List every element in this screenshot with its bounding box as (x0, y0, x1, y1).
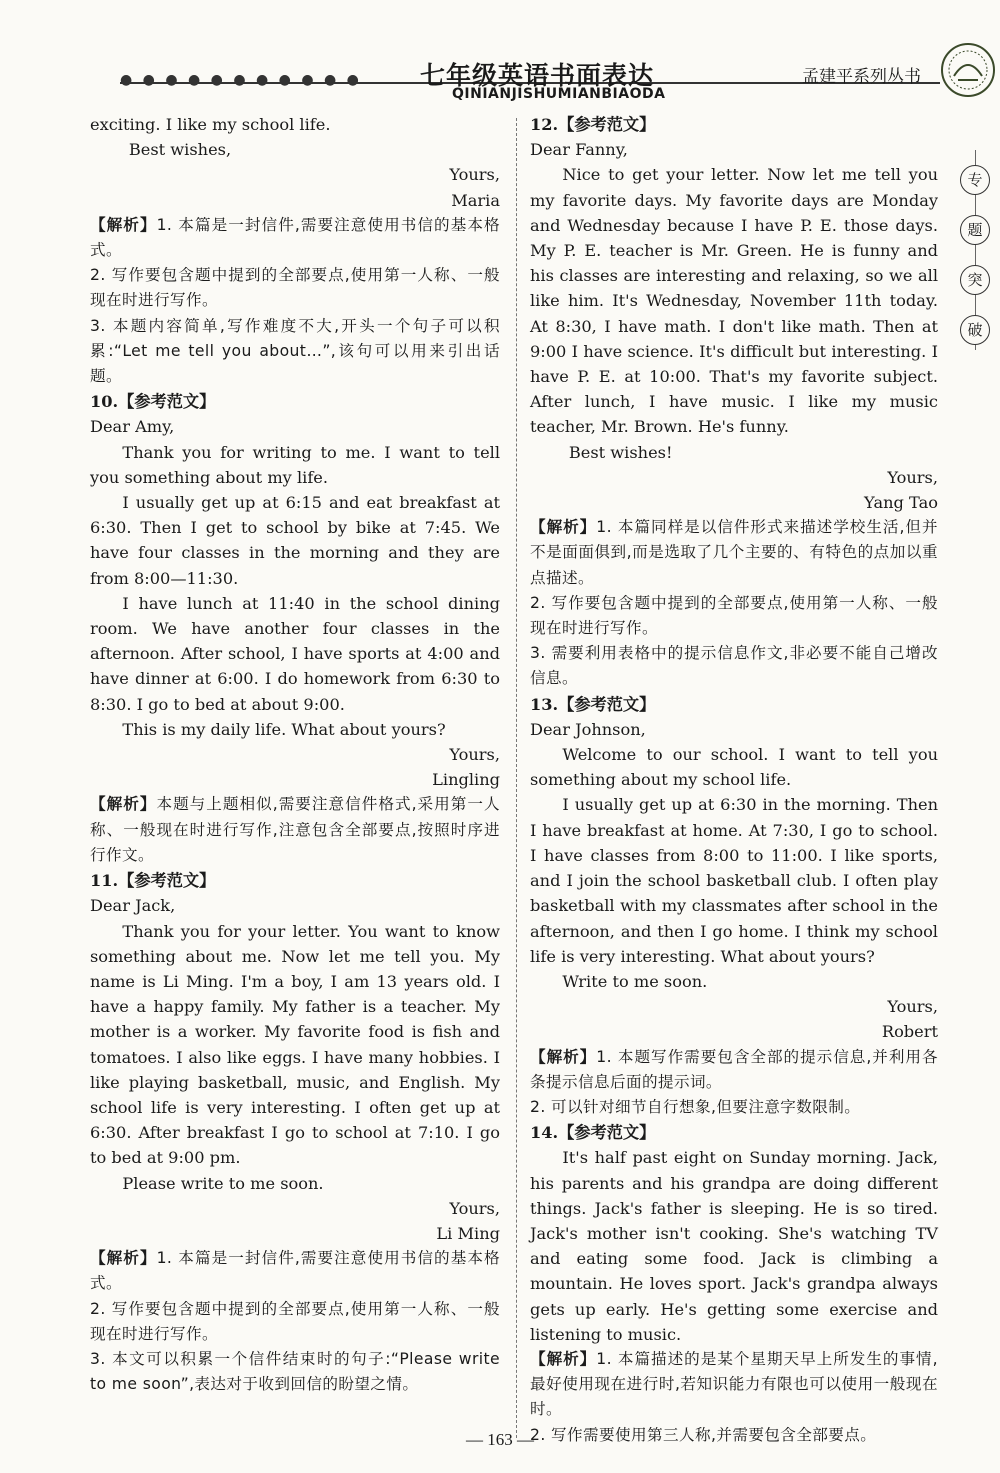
analysis-label: 【解析】 (530, 1349, 597, 1368)
essay-12-greeting: Dear Fanny, (530, 140, 628, 160)
essay-10-heading: 10.【参考范文】 (90, 392, 216, 412)
essay-11-yours: Yours, (449, 1198, 500, 1218)
side-tab-1: 专 (960, 165, 990, 195)
analysis-13-point-2: 2. 可以针对细节自行想象,但要注意字数限制。 (530, 1097, 861, 1116)
essay-13-paragraph: Welcome to our school. I want to tell you something about my school life. (530, 745, 938, 790)
essay-10-paragraph: Thank you for writing to me. I want to tell you something about my life. (90, 442, 500, 487)
essay-13-heading: 13.【参考范文】 (530, 694, 656, 714)
column-divider (516, 118, 517, 1438)
analysis-label: 【解析】 (530, 518, 597, 537)
essay-11-signature: Li Ming (436, 1223, 500, 1243)
analysis-9-point-1 (90, 213, 500, 263)
series-name: 孟建平系列丛书 (802, 67, 921, 87)
side-tabs (960, 165, 1000, 365)
essay-11-paragraph: Please write to me soon. (122, 1173, 324, 1193)
essay-11-heading: 11.【参考范文】 (90, 871, 216, 891)
book-title: 七年级英语书面表达 (420, 61, 655, 90)
essay-10-paragraph: This is my daily life. What about yours? (122, 719, 446, 739)
essay-13-yours: Yours, (887, 997, 938, 1017)
analysis-11-point-1 (90, 1246, 500, 1296)
left-column (90, 112, 500, 1397)
essay-10-signature: Lingling (432, 770, 500, 790)
analysis-text: 1. 本篇是一封信件,需要注意使用书信的基本格式。 (90, 1249, 500, 1293)
essay-10-paragraph: I usually get up at 6:15 and eat breakfast at 6:30. Then I get to school by bike at 7:45. We have four classes in the morning and they are from 8:00—11:30. (90, 493, 500, 588)
essay-11-greeting: Dear Jack, (90, 896, 176, 916)
essay-12-paragraph: Nice to get your letter. Now let me tell you my favorite days. My favorite days are Monday and Wednesday because I have P. E. those days. My P. E. teacher is Mr. Green. He is funny and his classes are interesting and relaxing, so we all like him. It's Wednesday, November 11th today. At 8:30, I have math. I don't like math. Then at 9:00 I have science. It's difficult but interesting. I have P. E. at 10:00. That's my favorite subject. After lunch, I have music. I like my music teacher, Mr. Brown. He's funny. (530, 165, 938, 437)
essay-12-yours: Yours, (887, 467, 938, 487)
page-header (0, 0, 1000, 110)
right-column (530, 112, 938, 1448)
side-tab-3: 突 (960, 265, 990, 295)
analysis-label: 【解析】 (90, 1249, 157, 1268)
page-number: — 163 — (466, 1430, 534, 1449)
essay-13-paragraph: I usually get up at 6:30 in the morning. Then I have breakfast at home. At 7:30, I go to school. I have classes from 8:00 to 11:00. I like sports, and I join the school basketball club. I often play basketball with my classmates after school in the afternoon, and then I go home. I think my school life is very interesting. What about yours? (530, 795, 938, 966)
essay-10-greeting: Dear Amy, (90, 417, 175, 437)
essay-12-closing: Best wishes! (568, 442, 673, 462)
analysis-text: 本题与上题相似,需要注意信件格式,采用第一人称、一般现在时进行写作,注意包含全部要点,按照时序进行作文。 (90, 795, 500, 864)
analysis-12-point-3: 3. 需要利用表格中的提示信息作文,非必要不能自己增改信息。 (530, 644, 938, 688)
analysis-14-point-1 (530, 1347, 938, 1423)
book-title-pinyin: QINIANJISHUMIANBIAODA (452, 86, 666, 102)
side-tab-4: 破 (960, 315, 990, 345)
analysis-9-point-2: 2. 写作要包含题中提到的全部要点,使用第一人称、一般现在时进行写作。 (90, 266, 500, 310)
analysis-text: 1. 本篇同样是以信件形式来描述学校生活,但并不是面面俱到,而是选取了几个主要的、有特色的点加以重点描述。 (530, 518, 938, 587)
analysis-label: 【解析】 (90, 795, 157, 814)
text-line: exciting. I like my school life. (90, 115, 331, 134)
analysis-label: 【解析】 (90, 215, 157, 234)
analysis-12-point-1 (530, 515, 938, 591)
analysis-text: 1. 本题写作需要包含全部的提示信息,并利用各条提示信息后面的提示词。 (530, 1047, 938, 1091)
series-logo-icon (938, 40, 998, 100)
decorative-dots: ● ● ● ● ● ● ● ● ● ● ● (120, 72, 362, 88)
analysis-9-point-3: 3. 本题内容简单,写作难度不大,开头一个句子可以积累:“Let me tell you about…”,该句可以用来引出话题。 (90, 316, 500, 386)
analysis-label: 【解析】 (530, 1047, 597, 1066)
essay-14-heading: 14.【参考范文】 (530, 1123, 656, 1143)
essay-10-paragraph: I have lunch at 11:40 in the school dining room. We have another four classes in the afternoon. After school, I have sports at 4:00 and have dinner at 6:00. I do homework from 6:30 to 8:30. I go to bed at about 9:00. (90, 593, 500, 714)
essay-10-yours: Yours, (449, 745, 500, 765)
analysis-11-point-3: 3. 本文可以积累一个信件结束时的句子:“Please write to me soon”,表达对于收到回信的盼望之情。 (90, 1349, 500, 1394)
analysis-14-point-2: 2. 写作需要使用第三人称,并需要包含全部要点。 (530, 1425, 877, 1444)
side-tab-2: 题 (960, 215, 990, 245)
essay-13-signature: Robert (881, 1022, 938, 1042)
signature-yours: Yours, (449, 165, 500, 185)
essay-14-paragraph: It's half past eight on Sunday morning. Jack, his parents and his grandpa are doing different things. Jack's father is sleeping. He is so tired. Jack's mother isn't cooking. She's watching TV and eating some food. Jack is climbing a mountain. He loves sport. Jack's grandpa always gets up early. He's getting some exercise and listening to music. (530, 1148, 938, 1344)
closing: Best wishes, (128, 140, 232, 160)
analysis-12-point-2: 2. 写作要包含题中提到的全部要点,使用第一人称、一般现在时进行写作。 (530, 593, 938, 638)
essay-12-signature: Yang Tao (864, 493, 938, 513)
analysis-text: 1. 本篇描述的是某个星期天早上所发生的事情,最好使用现在进行时,若知识能力有限也可以使用一般现在时。 (530, 1349, 938, 1419)
analysis-11-point-2: 2. 写作要包含题中提到的全部要点,使用第一人称、一般现在时进行写作。 (90, 1299, 500, 1343)
analysis-13-point-1 (530, 1045, 938, 1095)
essay-13-greeting: Dear Johnson, (530, 719, 646, 739)
signature-name: Maria (451, 190, 500, 210)
essay-12-heading: 12.【参考范文】 (530, 115, 656, 134)
analysis-text: 1. 本篇是一封信件,需要注意使用书信的基本格式。 (90, 215, 500, 260)
analysis-10 (90, 792, 500, 868)
essay-11-paragraph: Thank you for your letter. You want to know something about me. Now let me tell you. My name is Li Ming. I'm a boy, I am 13 years old. I have a happy family. My father is a teacher. My mother is a worker. My favorite food is fish and tomatoes. I also like eggs. I have many hobbies. I like playing basketball, music, and English. My school life is very interesting. I often get up at 6:30. After breakfast I go to school at 7:10. I go to bed at 9:00 pm. (90, 921, 500, 1168)
essay-13-paragraph: Write to me soon. (562, 971, 708, 991)
